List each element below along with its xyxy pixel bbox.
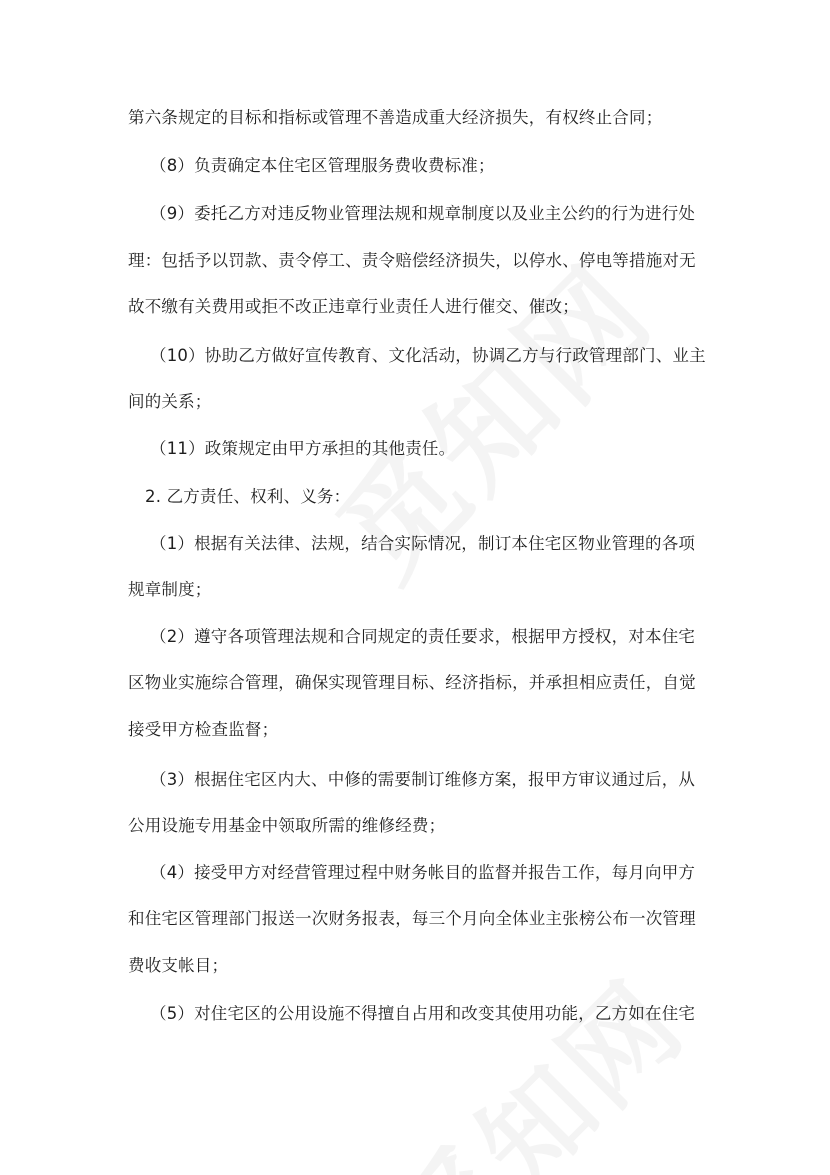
text-line: （11）政策规定由甲方承担的其他责任。 bbox=[150, 439, 456, 458]
text-line: （5）对住宅区的公用设施不得擅自占用和改变其使用功能，乙方如在住宅 bbox=[150, 1004, 696, 1023]
watermark bbox=[355, 940, 713, 1175]
text-line: 理：包括予以罚款、责令停工、责令赔偿经济损失，以停水、停电等措施对无 bbox=[128, 251, 696, 270]
text-line: 区物业实施综合管理，确保实现管理目标、经济指标，并承担相应责任，自觉 bbox=[128, 673, 696, 692]
text-line: （8）负责确定本住宅区管理服务费收费标准； bbox=[150, 156, 495, 175]
text-line: 规章制度； bbox=[128, 580, 212, 599]
section-heading: 2. 乙方责任、权利、义务： bbox=[145, 487, 351, 506]
text-line: 故不缴有关费用或拒不改正违章行业责任人进行催交、催改； bbox=[128, 297, 579, 316]
text-line: （4）接受甲方对经营管理过程中财务帐目的监督并报告工作，每月向甲方 bbox=[150, 863, 696, 882]
text-line: 和住宅区管理部门报送一次财务报表，每三个月向全体业主张榜公布一次管理 bbox=[128, 909, 696, 928]
text-line: （1）根据有关法律、法规，结合实际情况，制订本住宅区物业管理的各项 bbox=[150, 534, 696, 553]
text-line: （9）委托乙方对违反物业管理法规和规章制度以及业主公约的行为进行处 bbox=[150, 204, 696, 223]
text-line: 公用设施专用基金中领取所需的维修经费； bbox=[128, 816, 446, 835]
text-line: （10）协助乙方做好宣传教育、文化活动，协调乙方与行政管理部门、业主 bbox=[150, 346, 706, 365]
text-line: （2）遵守各项管理法规和合同规定的责任要求，根据甲方授权，对本住宅 bbox=[150, 627, 696, 646]
text-line: 费收支帐目； bbox=[128, 956, 229, 975]
text-line: 接受甲方检查监督； bbox=[128, 720, 279, 739]
text-line: （3）根据住宅区内大、中修的需要制订维修方案，报甲方审议通过后，从 bbox=[150, 770, 696, 789]
text-line: 间的关系； bbox=[128, 392, 212, 411]
text-line: 第六条规定的目标和指标或管理不善造成重大经济损失，有权终止合同； bbox=[128, 108, 663, 127]
